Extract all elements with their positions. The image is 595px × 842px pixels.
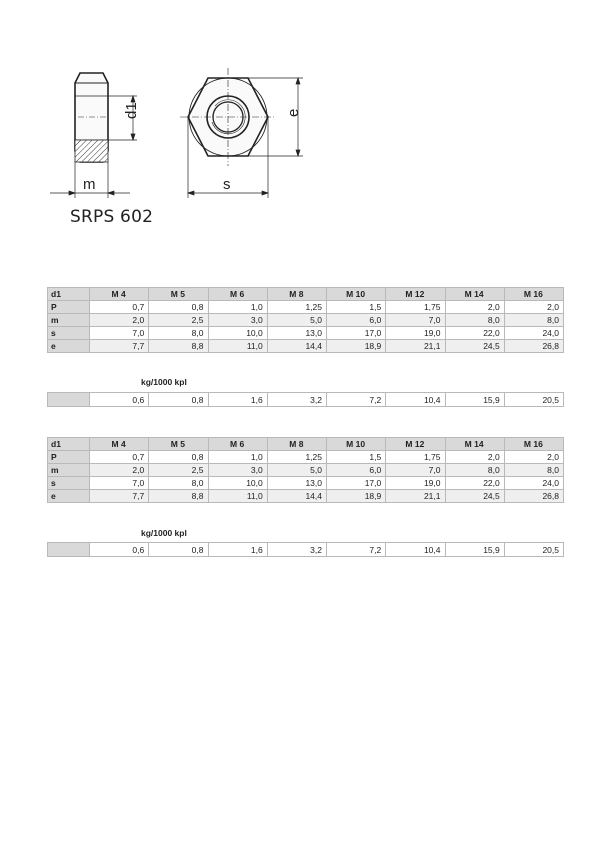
weight-cell: 0,6 bbox=[90, 393, 149, 407]
table-cell: 2,0 bbox=[504, 451, 563, 464]
weight-table-2 bbox=[47, 542, 564, 557]
weight-table-1 bbox=[47, 392, 564, 407]
table-cell: 8,0 bbox=[504, 464, 563, 477]
size-header: M 10 bbox=[327, 288, 386, 301]
table-cell: 2,0 bbox=[90, 464, 149, 477]
table-cell: 18,9 bbox=[327, 340, 386, 353]
weight-cell: 1,6 bbox=[208, 393, 267, 407]
label-s: s bbox=[223, 176, 231, 193]
table-cell: 6,0 bbox=[327, 464, 386, 477]
table-header-row bbox=[48, 438, 564, 451]
table-cell: 13,0 bbox=[267, 327, 326, 340]
table-cell: 7,7 bbox=[90, 340, 149, 353]
table-cell: 3,0 bbox=[208, 464, 267, 477]
size-header: M 10 bbox=[327, 438, 386, 451]
header-cell-d1: d1 bbox=[48, 288, 90, 301]
weight-cell: 3,2 bbox=[267, 543, 326, 557]
weight-blank-cell bbox=[48, 393, 90, 407]
size-header: M 5 bbox=[149, 288, 208, 301]
table-cell: 7,0 bbox=[90, 477, 149, 490]
table-cell: 22,0 bbox=[445, 477, 504, 490]
table-cell: 2,5 bbox=[149, 464, 208, 477]
table-cell: 2,5 bbox=[149, 314, 208, 327]
size-header: M 4 bbox=[90, 438, 149, 451]
label-e: e bbox=[285, 108, 302, 117]
table-cell: 26,8 bbox=[504, 340, 563, 353]
table-row-P bbox=[48, 451, 564, 464]
table-cell: 0,8 bbox=[149, 451, 208, 464]
table-cell: 6,0 bbox=[327, 314, 386, 327]
table-cell: 7,0 bbox=[90, 327, 149, 340]
dimension-table-1 bbox=[47, 287, 564, 353]
weight-cell: 7,2 bbox=[327, 393, 386, 407]
weight-cell: 10,4 bbox=[386, 393, 445, 407]
size-header: M 6 bbox=[208, 288, 267, 301]
row-label: m bbox=[48, 464, 90, 477]
standard-title: SRPS 602 bbox=[70, 207, 154, 227]
table-row-s bbox=[48, 327, 564, 340]
weight-cell: 20,5 bbox=[504, 543, 563, 557]
table-cell: 11,0 bbox=[208, 490, 267, 503]
row-label: e bbox=[48, 490, 90, 503]
size-header: M 6 bbox=[208, 438, 267, 451]
weight-cell: 1,6 bbox=[208, 543, 267, 557]
table-header-row bbox=[48, 288, 564, 301]
table-cell: 8,0 bbox=[149, 327, 208, 340]
table-cell: 21,1 bbox=[386, 490, 445, 503]
weight-label-1: kg/1000 kpl bbox=[141, 377, 187, 387]
table-cell: 10,0 bbox=[208, 477, 267, 490]
table-cell: 21,1 bbox=[386, 340, 445, 353]
table-cell: 2,0 bbox=[445, 301, 504, 314]
size-header: M 8 bbox=[267, 438, 326, 451]
row-label: s bbox=[48, 477, 90, 490]
weight-label-2: kg/1000 kpl bbox=[141, 528, 187, 538]
weight-cell: 0,6 bbox=[90, 543, 149, 557]
weight-cell: 0,8 bbox=[149, 393, 208, 407]
table-cell: 0,8 bbox=[149, 301, 208, 314]
table-row-m bbox=[48, 314, 564, 327]
table-cell: 22,0 bbox=[445, 327, 504, 340]
table-cell: 1,25 bbox=[267, 451, 326, 464]
size-header: M 14 bbox=[445, 438, 504, 451]
table-cell: 14,4 bbox=[267, 340, 326, 353]
table-row-e bbox=[48, 340, 564, 353]
table-cell: 8,8 bbox=[149, 340, 208, 353]
weight-cell: 0,8 bbox=[149, 543, 208, 557]
weight-blank-cell bbox=[48, 543, 90, 557]
nut-side-view bbox=[75, 73, 108, 162]
table-cell: 17,0 bbox=[327, 327, 386, 340]
table-cell: 7,7 bbox=[90, 490, 149, 503]
size-header: M 16 bbox=[504, 288, 563, 301]
size-header: M 8 bbox=[267, 288, 326, 301]
table-cell: 1,25 bbox=[267, 301, 326, 314]
table-cell: 10,0 bbox=[208, 327, 267, 340]
weight-cell: 10,4 bbox=[386, 543, 445, 557]
table-cell: 2,0 bbox=[445, 451, 504, 464]
weight-cell: 15,9 bbox=[445, 543, 504, 557]
table-cell: 14,4 bbox=[267, 490, 326, 503]
table-cell: 0,7 bbox=[90, 301, 149, 314]
table-cell: 1,0 bbox=[208, 301, 267, 314]
table-row-m bbox=[48, 464, 564, 477]
table-cell: 19,0 bbox=[386, 327, 445, 340]
weight-cell: 20,5 bbox=[504, 393, 563, 407]
hex-nut-drawing bbox=[0, 0, 595, 240]
label-d1: d1 bbox=[123, 102, 140, 119]
table-cell: 8,0 bbox=[445, 464, 504, 477]
table-cell: 1,75 bbox=[386, 451, 445, 464]
table-cell: 8,0 bbox=[149, 477, 208, 490]
table-row-e bbox=[48, 490, 564, 503]
table-cell: 8,0 bbox=[445, 314, 504, 327]
table-cell: 13,0 bbox=[267, 477, 326, 490]
row-label: s bbox=[48, 327, 90, 340]
table-cell: 1,75 bbox=[386, 301, 445, 314]
table-cell: 7,0 bbox=[386, 464, 445, 477]
weight-row bbox=[48, 393, 564, 407]
row-label: P bbox=[48, 451, 90, 464]
table-cell: 19,0 bbox=[386, 477, 445, 490]
table-cell: 17,0 bbox=[327, 477, 386, 490]
table-cell: 1,0 bbox=[208, 451, 267, 464]
table-cell: 24,5 bbox=[445, 340, 504, 353]
table-cell: 8,8 bbox=[149, 490, 208, 503]
size-header: M 16 bbox=[504, 438, 563, 451]
row-label: m bbox=[48, 314, 90, 327]
table-row-s bbox=[48, 477, 564, 490]
table-cell: 7,0 bbox=[386, 314, 445, 327]
size-header: M 5 bbox=[149, 438, 208, 451]
row-label: e bbox=[48, 340, 90, 353]
weight-cell: 7,2 bbox=[327, 543, 386, 557]
table-cell: 24,5 bbox=[445, 490, 504, 503]
table-row-P bbox=[48, 301, 564, 314]
row-label: P bbox=[48, 301, 90, 314]
table-cell: 5,0 bbox=[267, 314, 326, 327]
table-cell: 1,5 bbox=[327, 451, 386, 464]
dimension-table-2 bbox=[47, 437, 564, 503]
label-m: m bbox=[83, 176, 96, 193]
table-cell: 2,0 bbox=[504, 301, 563, 314]
table-cell: 3,0 bbox=[208, 314, 267, 327]
size-header: M 12 bbox=[386, 438, 445, 451]
table-cell: 8,0 bbox=[504, 314, 563, 327]
table-cell: 1,5 bbox=[327, 301, 386, 314]
table-cell: 5,0 bbox=[267, 464, 326, 477]
table-cell: 2,0 bbox=[90, 314, 149, 327]
table-cell: 24,0 bbox=[504, 327, 563, 340]
size-header: M 14 bbox=[445, 288, 504, 301]
table-cell: 18,9 bbox=[327, 490, 386, 503]
size-header: M 12 bbox=[386, 288, 445, 301]
table-cell: 11,0 bbox=[208, 340, 267, 353]
table-cell: 24,0 bbox=[504, 477, 563, 490]
header-cell-d1: d1 bbox=[48, 438, 90, 451]
hatched-section bbox=[75, 140, 108, 162]
nut-front-view bbox=[180, 68, 276, 166]
size-header: M 4 bbox=[90, 288, 149, 301]
weight-cell: 15,9 bbox=[445, 393, 504, 407]
weight-cell: 3,2 bbox=[267, 393, 326, 407]
weight-row bbox=[48, 543, 564, 557]
table-cell: 26,8 bbox=[504, 490, 563, 503]
table-cell: 0,7 bbox=[90, 451, 149, 464]
